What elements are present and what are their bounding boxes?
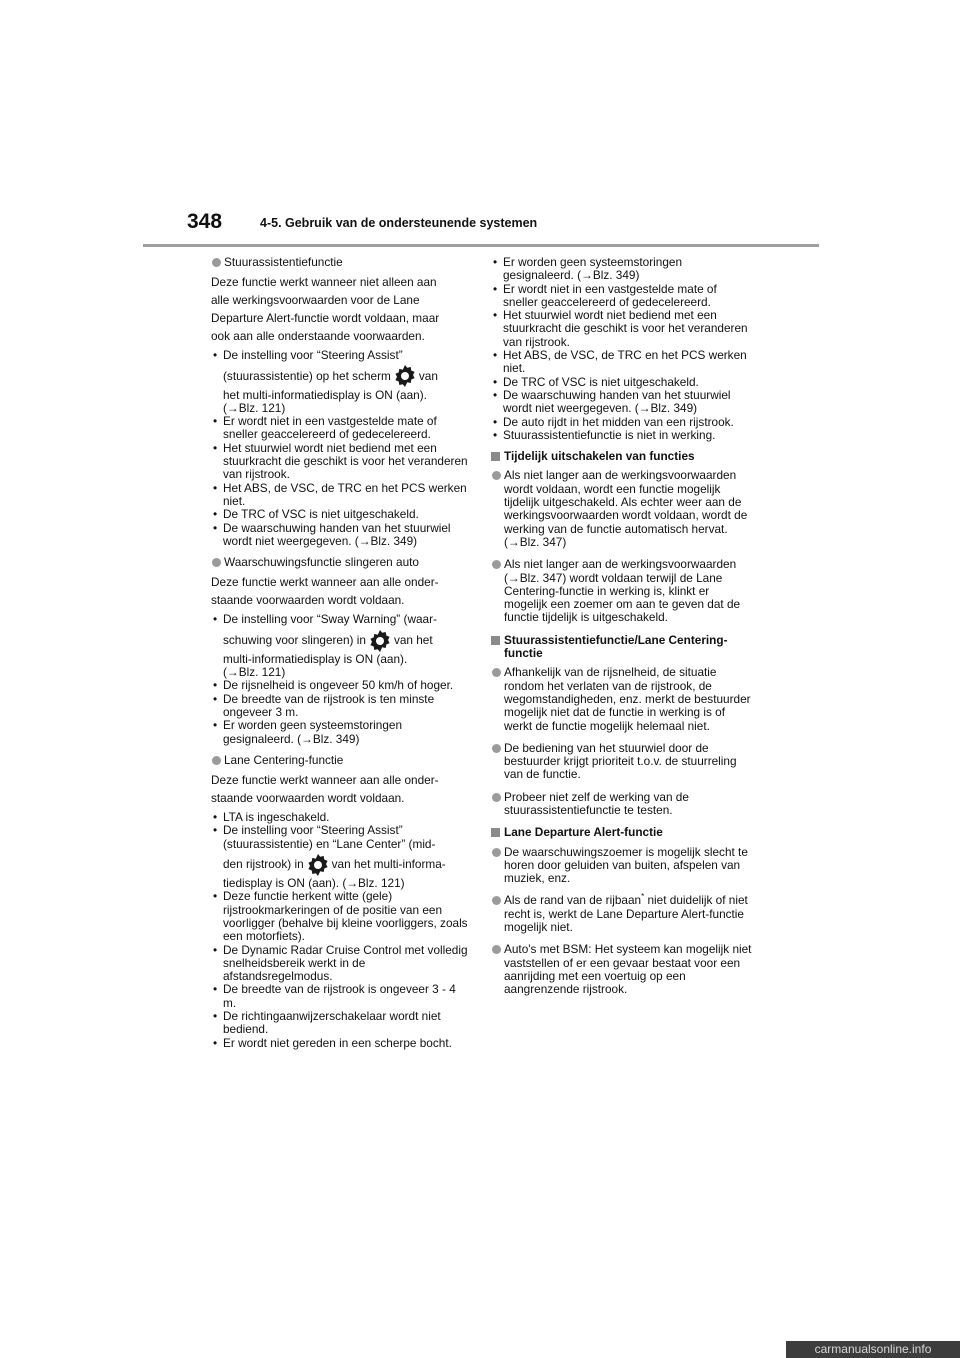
header-rule [143, 244, 819, 247]
note-text: Als niet langer aan de werkingsvoorwaarden wordt voldaan, wordt een functie mogelijk tijdelijk uitgeschakeld. Als echter weer aan de werkingsvoorwaarden wordt voldaan, wordt de werking van de functie automatisch hervat. (→Blz. 347) [504, 468, 748, 549]
paragraph-line: alle werkingsvoorwaarden voor de Lane [211, 293, 420, 308]
note-text: Auto's met BSM: Het systeem kan mogelijk niet vaststellen of er een gevaar bestaat voor een aanrijding met een voertuig op een aangrenzende rijstrook. [504, 942, 752, 997]
icon-line [223, 363, 471, 389]
list-item-text: De auto rijdt in het midden van een rijstrook. [503, 414, 734, 429]
list-item: • De instelling voor “Steering Assist” (stuurassistentie) en “Lane Center” (mid- den rijstrook) in van het multi-informa- tiedisplay is ON (aan). (→Blz. 121) [211, 824, 471, 890]
list-item-text: Er worden geen systeemstoringen gesignaleerd. (→Blz. 349) [503, 255, 683, 283]
list-item-text: van [418, 368, 438, 383]
icon-line [223, 627, 471, 653]
page-reference: (→Blz. 121) [223, 400, 286, 415]
list-item: • De rijsnelheid is ongeveer 50 km/h of hoger. [213, 678, 454, 693]
list-item-text: Er wordt niet gereden in een scherpe bocht. [223, 1035, 452, 1050]
paragraph [211, 273, 471, 345]
list-item-text: multi-informatiedisplay is ON (aan). [223, 651, 408, 666]
list-item: • Er wordt niet gereden in een scherpe bocht. [213, 1035, 452, 1050]
list-item-text: De instelling voor “Steering Assist” (stuurassistentie) en “Lane Center” (mid- [223, 823, 436, 851]
bullet-dot-icon [492, 793, 501, 802]
list-item: • Er wordt niet in een vastgestelde mate of sneller geaccelereerd of gedecelereerd. [213, 414, 437, 442]
note-text: De waarschuwingszoemer is mogelijk slecht te horen door geluiden van buiten, afspelen van muziek, enz. [504, 844, 748, 886]
note-text: Probeer niet zelf de werking van de stuurassistentiefunctie te testen. [504, 789, 689, 817]
list-item-text: De TRC of VSC is niet uitgeschakeld. [223, 507, 419, 522]
gear-icon [306, 853, 330, 877]
list-item-text: De breedte van de rijstrook is ten minste ongeveer 3 m. [223, 691, 435, 719]
list-item-text: De TRC of VSC is niet uitgeschakeld. [503, 374, 699, 389]
square-bullet-icon [491, 452, 500, 461]
list-item-text: De breedte van de rijstrook is ongeveer 3 - 4 m. [223, 982, 456, 1010]
footnote-marker: * [641, 892, 645, 902]
paragraph [211, 573, 471, 609]
note-item [491, 846, 753, 886]
note-text: Als de rand van de rijbaan [504, 893, 642, 908]
list-item: • De breedte van de rijstrook is ongeveer 3 - 4 m. [213, 982, 456, 1010]
list-item-text: De waarschuwing handen van het stuurwiel wordt niet weergegeven. (→Blz. 349) [503, 387, 731, 416]
note-item [491, 666, 753, 732]
bullet-dot-icon [492, 848, 501, 857]
list-item-text: Het ABS, de VSC, de TRC en het PCS werken niet. [503, 348, 747, 376]
list-item: • Het stuurwiel wordt niet bediend met een stuurkracht die geschikt is voor het veranderen van rijstrook. [213, 440, 468, 482]
list-item-text: De instelling voor “Steering Assist” [223, 348, 403, 363]
bullet-dot-icon [212, 558, 221, 567]
list-item: • De instelling voor “Steering Assist” (stuurassistentie) op het scherm van het multi-informatiedisplay is ON (aan). (→Blz. 121) [211, 349, 471, 415]
list-item: • Het stuurwiel wordt niet bediend met een stuurkracht die geschikt is voor het veranderen van rijstrook. [493, 308, 748, 349]
gear-icon [393, 364, 417, 388]
watermark: carmanualsonline.info [786, 1341, 960, 1358]
note-text: niet duidelijk of niet recht is, werkt de Lane Departure Alert-functie mogelijk niet. [504, 893, 748, 935]
heading-text: Lane Departure Alert-functie [504, 825, 663, 840]
bullet-dot-icon [492, 668, 501, 677]
paragraph-line: Departure Alert-functie wordt voldaan, maar [211, 311, 440, 326]
paragraph-line: staande voorwaarden wordt voldaan. [211, 791, 405, 806]
condition-list [211, 613, 471, 745]
list-item-text: Het stuurwiel wordt niet bediend met een stuurkracht die geschikt is voor het veranderen van rijstrook. [223, 440, 468, 482]
list-item-text: LTA is ingeschakeld. [223, 810, 330, 825]
list-item-text: Het ABS, de VSC, de TRC en het PCS werken niet. [223, 480, 467, 508]
list-item: • De auto rijdt in het midden van een rijstrook. [493, 414, 734, 429]
paragraph-line: ook aan alle onderstaande voorwaarden. [211, 329, 425, 344]
square-bullet-icon [491, 828, 500, 837]
list-item: • De breedte van de rijstrook is ten minste ongeveer 3 m. [213, 691, 435, 719]
list-item: • De waarschuwing handen van het stuurwiel wordt niet weergegeven. (→Blz. 349) [493, 387, 731, 416]
bullet-dot-icon [492, 896, 501, 905]
heading-text: Waarschuwingsfunctie slingeren auto [224, 555, 419, 570]
list-item-text: De waarschuwing handen van het stuurwiel wordt niet weergegeven. (→Blz. 349) [223, 520, 451, 548]
bullet-dot-icon [492, 560, 501, 569]
list-item-text: van het multi-informa- [331, 857, 446, 872]
list-item: • De Dynamic Radar Cruise Control met volledig snelheidsbereik werkt in de afstandsregelmodus. [213, 942, 468, 984]
list-item: • Het ABS, de VSC, de TRC en het PCS werken niet. [213, 480, 467, 508]
note-text: Als niet langer aan de werkingsvoorwaarden (→Blz. 347) wordt voldaan terwijl de Lane Centering-functie in werking is, klinkt er mogelijk een zoemer om aan te geven dat de functie tijdelijk is uitgeschakeld. [504, 557, 741, 625]
list-item: • De instelling voor “Sway Warning” (waar- schuwing voor slingeren) in van het multi-informatiedisplay is ON (aan). (→Blz. 121) [211, 613, 471, 679]
paragraph-line: staande voorwaarden wordt voldaan. [211, 593, 405, 608]
bullet-heading [211, 754, 471, 767]
note-item [491, 469, 753, 549]
note-item [491, 943, 753, 996]
list-item-text: Het stuurwiel wordt niet bediend met een stuurkracht die geschikt is voor het veranderen van rijstrook. [503, 308, 748, 349]
list-item: • Het ABS, de VSC, de TRC en het PCS werken niet. [493, 348, 747, 376]
gear-icon [368, 629, 392, 653]
condition-list [211, 349, 471, 548]
list-item-text: Deze functie herkent witte (gele) rijstrookmarkeringen of de positie van een voorligger (behalve bij kleine voorliggers, zoals een motorfiets). [223, 889, 468, 944]
square-bullet-icon [491, 636, 500, 645]
note-item [491, 558, 753, 624]
page-reference: (→Blz. 121) [223, 665, 286, 680]
page-number: 348 [187, 210, 223, 233]
bullet-dot-icon [492, 945, 501, 954]
section-heading [491, 634, 753, 661]
list-item-text: Er wordt niet in een vastgestelde mate of sneller geaccelereerd of gedecelereerd. [503, 281, 717, 309]
paragraph-line: Deze functie werkt wanneer aan alle onder- [211, 773, 439, 788]
list-item: • De TRC of VSC is niet uitgeschakeld. [213, 507, 419, 522]
list-item-text: De richtingaanwijzerschakelaar wordt niet bediend. [223, 1008, 441, 1037]
paragraph-line: Deze functie werkt wanneer aan alle onder- [211, 575, 439, 590]
list-item-text: schuwing voor slingeren) in [223, 632, 366, 647]
condition-list [211, 811, 471, 1050]
bullet-dot-icon [212, 756, 221, 765]
paragraph [211, 771, 471, 807]
list-item: • Stuurassistentiefunctie is niet in werking. [493, 427, 716, 442]
list-item: • De richtingaanwijzerschakelaar wordt niet bediend. [213, 1008, 441, 1037]
list-item-text: De rijsnelheid is ongeveer 50 km/h of hoger. [223, 678, 454, 693]
list-item-text: De instelling voor “Sway Warning” (waar- [223, 612, 437, 627]
bullet-dot-icon [492, 744, 501, 753]
list-item-text: den rijstrook) in [223, 857, 304, 872]
left-column [211, 256, 471, 1058]
list-item-text: tiedisplay is ON (aan). (→Blz. 121) [223, 876, 405, 891]
condition-list [491, 256, 753, 442]
note-item [491, 791, 753, 818]
paragraph-line: Deze functie werkt wanneer niet alleen aan [211, 275, 437, 290]
list-item: • Deze functie herkent witte (gele) rijstrookmarkeringen of de positie van een voorligger (behalve bij kleine voorliggers, zoals een motorfiets). [213, 889, 468, 944]
list-item: • LTA is ingeschakeld. [213, 810, 330, 825]
list-item: • Er wordt niet in een vastgestelde mate of sneller geaccelereerd of gedecelereerd. [493, 281, 717, 309]
list-item-text: De Dynamic Radar Cruise Control met volledig snelheidsbereik werkt in de afstandsregelmodus. [223, 942, 468, 984]
list-item: • Er worden geen systeemstoringen gesignaleerd. (→Blz. 349) [213, 718, 403, 746]
section-title: 4-5. Gebruik van de ondersteunende systemen [260, 216, 538, 230]
note-text: De bediening van het stuurwiel door de bestuurder krijgt prioriteit t.o.v. de stuurreling van de functie. [504, 740, 737, 782]
section-heading [491, 450, 753, 463]
section-heading [491, 826, 753, 839]
list-item: • Er worden geen systeemstoringen gesignaleerd. (→Blz. 349) [493, 255, 683, 283]
bullet-heading [211, 256, 471, 269]
list-item-text: (stuurassistentie) op het scherm [223, 368, 391, 383]
note-text: Afhankelijk van de rijsnelheid, de situatie rondom het verlaten van de rijstrook, de wegomstandigheden, enz. merkt de bestuurder mogelijk niet dat de functie in werking is of werkt de functie mogelijk helemaal niet. [504, 665, 751, 733]
bullet-dot-icon [212, 258, 221, 267]
icon-line [223, 851, 471, 877]
list-item-text: Er worden geen systeemstoringen gesignaleerd. (→Blz. 349) [223, 718, 403, 746]
bullet-dot-icon [492, 471, 501, 480]
list-item-text: Stuurassistentiefunctie is niet in werking. [503, 427, 716, 442]
list-item-text: van het [393, 632, 433, 647]
heading-text: Stuurassistentiefunctie [224, 255, 343, 269]
list-item: • De TRC of VSC is niet uitgeschakeld. [493, 374, 699, 389]
bullet-heading [211, 556, 471, 569]
note-item [491, 894, 753, 934]
right-column [491, 256, 753, 1006]
list-item-text: het multi-informatiedisplay is ON (aan). [223, 387, 427, 402]
list-item-text: Er wordt niet in een vastgestelde mate of sneller geaccelereerd of gedecelereerd. [223, 414, 437, 442]
heading-text: Lane Centering-functie [224, 752, 344, 767]
heading-text: Tijdelijk uitschakelen van functies [504, 449, 695, 464]
heading-text: Stuurassistentiefunctie/Lane Centering-functie [504, 632, 728, 661]
list-item: • De waarschuwing handen van het stuurwiel wordt niet weergegeven. (→Blz. 349) [213, 520, 451, 548]
note-item [491, 742, 753, 782]
